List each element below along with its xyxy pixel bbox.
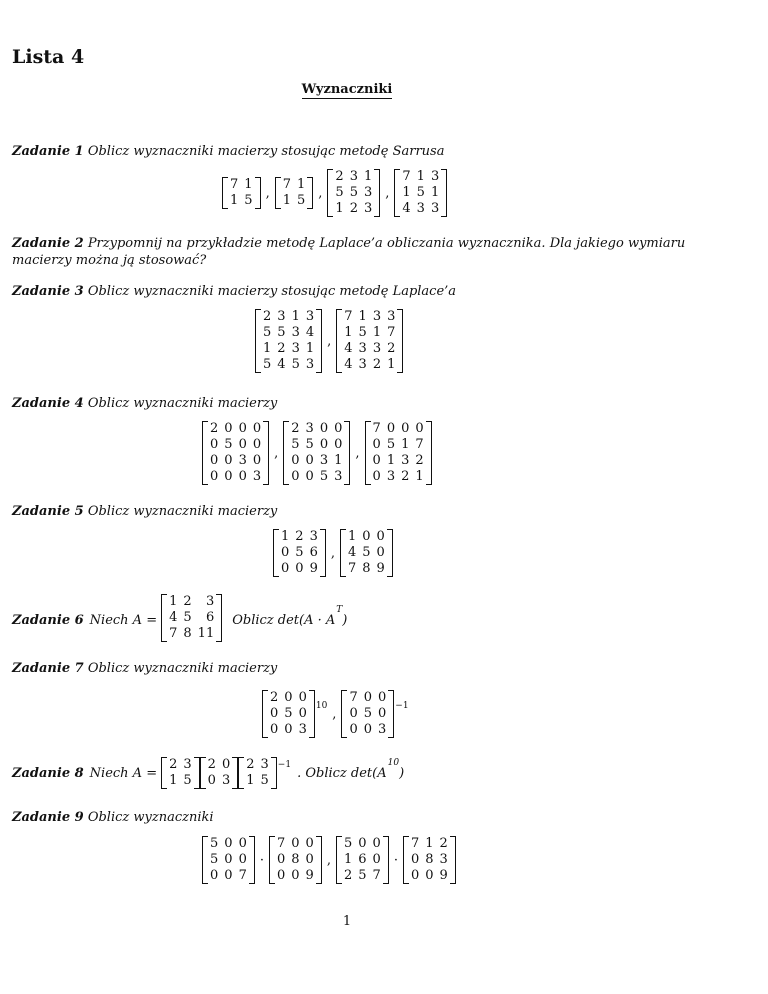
page-number: 1 [342, 914, 352, 929]
matrix-entry: 9 [309, 561, 318, 576]
matrix [327, 169, 380, 217]
matrix-entry: 2 [295, 529, 304, 544]
matrix-entry: 3 [309, 529, 318, 544]
matrix-entry: 7 [415, 437, 424, 452]
matrix-entry: 0 [238, 836, 247, 851]
matrix-entry: 9 [376, 561, 385, 576]
matrix-entry: 3 [305, 357, 315, 372]
task-6-question: Oblicz $\det(A \cdot A^T)$ [232, 604, 348, 628]
matrix [202, 836, 255, 884]
matrix-entry: 1 [281, 529, 290, 544]
matrix-entry: 0 [224, 469, 233, 484]
matrix-entry: 0 [334, 437, 343, 452]
matrix-entry: 7 [169, 626, 178, 641]
matrix [238, 757, 277, 789]
matrix-entry: 5 [263, 325, 272, 340]
matrix [262, 690, 315, 738]
matrix-entry: 4 [402, 201, 411, 216]
matrix-entry: 1 [402, 185, 411, 200]
matrix-entry: 2 [349, 201, 358, 216]
task-1-matrices [222, 169, 447, 217]
matrix-entry: 3 [252, 469, 262, 484]
matrix-entry: 2 [415, 453, 424, 468]
task-8-question: . Oblicz $\det(A^{10})$ [297, 757, 405, 781]
matrix-entry: 0 [291, 868, 300, 883]
matrix-entry: 3 [260, 757, 269, 772]
matrix-entry: 5 [363, 706, 372, 721]
matrix-entry: 1 [430, 185, 440, 200]
matrix-entry: 5 [358, 868, 367, 883]
matrix-entry: 0 [291, 453, 300, 468]
matrix [269, 836, 322, 884]
matrix [283, 421, 350, 485]
matrix-entry: 0 [372, 437, 381, 452]
matrix-entry: 0 [270, 722, 279, 737]
matrix-entry: 3 [277, 309, 286, 324]
matrix-entry: 0 [376, 545, 385, 560]
matrix-entry: 0 [284, 690, 293, 705]
matrix-entry: 2 [335, 169, 344, 184]
matrix-entry: 0 [410, 868, 420, 883]
matrix-entry: 2 [387, 341, 396, 356]
matrix-entry: 0 [252, 453, 262, 468]
matrix-entry: 0 [210, 453, 219, 468]
separator: , [332, 706, 337, 722]
matrix-entry: 0 [291, 469, 300, 484]
matrix-entry: 5 [260, 773, 269, 788]
matrix-entry: 1 [335, 201, 344, 216]
matrix-entry: 5 [386, 437, 396, 452]
matrix-entry: 0 [224, 836, 233, 851]
matrix-entry: 5 [305, 437, 314, 452]
matrix-entry: 3 [205, 594, 215, 609]
matrix-entry: 3 [319, 453, 329, 468]
matrix-entry: 1 [291, 309, 300, 324]
task-6-matrix [161, 594, 222, 646]
matrix [202, 421, 269, 485]
matrix-entry: 0 [298, 690, 307, 705]
matrix-entry: 2 [401, 469, 410, 484]
matrix-entry: 4 [277, 357, 286, 372]
matrix-entry: 8 [291, 852, 300, 867]
separator: , [265, 185, 270, 201]
matrix [336, 836, 389, 884]
task-4-matrices [202, 421, 432, 485]
matrix-entry: 0 [210, 469, 219, 484]
matrix-entry: 0 [284, 722, 293, 737]
matrix-entry: 3 [358, 357, 367, 372]
matrix-entry: 6 [309, 545, 318, 560]
matrix-entry: 0 [270, 706, 279, 721]
task-8-matrices [161, 757, 291, 789]
task-3: Zadanie 3 Oblicz wyznaczniki macierzy stosując metodę Laplace’a [12, 284, 457, 299]
matrix-entry: 1 [230, 193, 239, 208]
matrix-entry: 0 [305, 852, 314, 867]
matrix-entry: 5 [291, 357, 300, 372]
matrix-entry: 3 [291, 325, 300, 340]
matrix-entry: 5 [210, 852, 219, 867]
matrix-entry: 0 [363, 690, 372, 705]
matrix-entry: 3 [372, 341, 382, 356]
matrix [340, 529, 393, 577]
matrix-entry: 1 [344, 325, 353, 340]
matrix-entry: 0 [362, 529, 371, 544]
matrix-entry: 0 [305, 836, 314, 851]
matrix-entry: 0 [401, 421, 410, 436]
matrix-entry: 3 [401, 453, 410, 468]
task-5: Zadanie 5 Oblicz wyznaczniki macierzy [12, 504, 278, 519]
matrix-entry: 0 [238, 437, 247, 452]
matrix [161, 757, 200, 789]
matrix-entry: 0 [363, 722, 372, 737]
matrix-entry: 2 [207, 757, 216, 772]
task-6: Zadanie 6 Niech A = 1 2 3 4 5 6 7 8 11 Oblicz $\det(A \cdot A^T)$ [12, 594, 347, 646]
matrix-entry: 1 [263, 341, 272, 356]
matrix-entry: 3 [430, 169, 440, 184]
matrix-entry: 6 [358, 852, 367, 867]
matrix-entry: 7 [230, 177, 239, 192]
matrix-entry: 4 [169, 610, 178, 625]
separator: · [393, 852, 398, 868]
matrix-entry: 2 [270, 690, 279, 705]
matrix-entry: 3 [349, 169, 358, 184]
separator: , [330, 545, 335, 561]
matrix-entry: 3 [221, 773, 231, 788]
matrix-entry: 5 [362, 545, 371, 560]
matrix-entry: 0 [281, 561, 290, 576]
matrix-entry: 0 [372, 836, 381, 851]
matrix-entry: 3 [363, 201, 373, 216]
matrix-entry: 5 [210, 836, 219, 851]
matrix-entry: 0 [376, 529, 385, 544]
matrix-entry: 0 [238, 421, 247, 436]
matrix [403, 836, 456, 884]
matrix-entry: 1 [372, 325, 382, 340]
matrix-entry: 2 [291, 421, 300, 436]
matrix-entry: 5 [224, 437, 233, 452]
matrix-entry: 2 [183, 594, 192, 609]
matrix-entry: 5 [343, 836, 353, 851]
matrix-entry: 7 [372, 421, 381, 436]
matrix-entry: 1 [416, 169, 425, 184]
matrix-entry: 4 [344, 357, 353, 372]
matrix-entry: 1 [244, 177, 253, 192]
matrix-entry: 2 [169, 757, 178, 772]
matrix-entry: 2 [263, 309, 272, 324]
matrix-entry: 8 [362, 561, 371, 576]
matrix-entry: 0 [238, 469, 247, 484]
matrix-entry: 1 [343, 852, 353, 867]
matrix-entry: 2 [210, 421, 219, 436]
matrix-entry: 3 [305, 309, 315, 324]
matrix-entry: 5 [244, 193, 253, 208]
matrix-entry: 7 [347, 561, 357, 576]
matrix-entry: 0 [252, 421, 262, 436]
matrix-entry: 2 [343, 868, 353, 883]
matrix [336, 309, 403, 373]
matrix-entry: 5 [349, 185, 358, 200]
matrix [161, 594, 222, 642]
matrix-entry: 0 [291, 836, 300, 851]
matrix-entry: 3 [298, 722, 307, 737]
matrix-entry: 5 [291, 437, 300, 452]
matrix-entry: 7 [349, 690, 358, 705]
matrix-entry: 0 [298, 706, 307, 721]
matrix-entry: 0 [378, 706, 387, 721]
matrix-entry: 0 [207, 773, 216, 788]
matrix [200, 757, 239, 789]
matrix-entry: 0 [415, 421, 424, 436]
task-5-matrices [273, 529, 393, 577]
matrix-entry: 1 [169, 594, 178, 609]
matrix-entry: 5 [263, 357, 272, 372]
matrix-entry: 1 [387, 357, 396, 372]
matrix-entry: 5 [335, 185, 344, 200]
matrix-entry: 0 [305, 469, 314, 484]
matrix-entry: 0 [372, 453, 381, 468]
matrix-entry: 7 [372, 868, 381, 883]
separator: , [318, 185, 323, 201]
task-7-matrices [262, 690, 409, 738]
matrix-entry: 1 [401, 437, 410, 452]
matrix-entry: 1 [169, 773, 178, 788]
matrix-entry: 8 [183, 626, 192, 641]
matrix-entry: 1 [347, 529, 357, 544]
matrix-entry: 1 [296, 177, 306, 192]
matrix-entry: 7 [238, 868, 247, 883]
matrix-entry: 0 [319, 437, 329, 452]
task-2: Zadanie 2 Przypomnij na przykładzie metodę Laplace’a obliczania wyznacznika. Dla jakiego wymiaru macierzy można ją stosować? [12, 236, 686, 268]
matrix-entry: 0 [238, 852, 247, 867]
matrix-entry: 3 [334, 469, 343, 484]
separator: , [326, 852, 331, 868]
matrix-entry: 0 [224, 868, 233, 883]
page-title: Lista 4 [12, 46, 85, 68]
matrix-entry: 3 [378, 722, 387, 737]
task-3-matrices [255, 309, 403, 373]
matrix-entry: 2 [439, 836, 448, 851]
separator: , [385, 185, 390, 201]
matrix-entry: 1 [246, 773, 255, 788]
matrix-entry: 5 [183, 773, 192, 788]
matrix [255, 309, 322, 373]
matrix [275, 177, 314, 209]
matrix-entry: 1 [363, 169, 373, 184]
matrix-entry: 0 [334, 421, 343, 436]
matrix-entry: 5 [296, 193, 306, 208]
separator: · [259, 852, 264, 868]
matrix-entry: 7 [410, 836, 420, 851]
matrix-entry: 7 [344, 309, 353, 324]
matrix-entry: 0 [224, 453, 233, 468]
exponent: 10 [315, 701, 328, 711]
matrix-entry: 0 [349, 722, 358, 737]
task-9-matrices [202, 836, 456, 884]
matrix-entry: 0 [372, 469, 381, 484]
matrix [273, 529, 326, 577]
matrix-entry: 5 [358, 325, 367, 340]
matrix-entry: 1 [425, 836, 434, 851]
matrix-entry: 0 [224, 421, 233, 436]
matrix-entry: 3 [363, 185, 373, 200]
matrix [222, 177, 261, 209]
matrix-entry: 1 [386, 453, 396, 468]
exponent: −1 [277, 760, 292, 770]
matrix-entry: 5 [277, 325, 286, 340]
matrix-entry: 0 [349, 706, 358, 721]
matrix [365, 421, 432, 485]
matrix-entry: 0 [210, 868, 219, 883]
matrix-entry: 0 [276, 868, 286, 883]
matrix [341, 690, 394, 738]
matrix-entry: 6 [205, 610, 215, 625]
task-4: Zadanie 4 Oblicz wyznaczniki macierzy [12, 396, 278, 411]
matrix-entry: 2 [277, 341, 286, 356]
task-8: Zadanie 8 Niech A = 2 3 1 5 2 0 0 3 2 3 1 5 −1 . Oblicz $\det(A^{10})$ [12, 757, 405, 788]
matrix-entry: 3 [305, 421, 314, 436]
matrix-entry: 3 [372, 309, 382, 324]
matrix-entry: 0 [252, 437, 262, 452]
matrix-entry: 0 [295, 561, 304, 576]
matrix-entry: 1 [415, 469, 424, 484]
matrix-entry: 0 [224, 852, 233, 867]
matrix-entry: 4 [347, 545, 357, 560]
matrix-entry: 5 [284, 706, 293, 721]
matrix-entry: 4 [305, 325, 315, 340]
matrix-entry: 3 [387, 309, 396, 324]
matrix-entry: 5 [295, 545, 304, 560]
matrix-entry: 3 [430, 201, 440, 216]
matrix-entry: 7 [402, 169, 411, 184]
matrix-entry: 0 [410, 852, 420, 867]
matrix-entry: 1 [305, 341, 315, 356]
matrix-entry: 3 [416, 201, 425, 216]
matrix [394, 169, 447, 217]
matrix-entry: 3 [439, 852, 448, 867]
matrix-entry: 3 [238, 453, 247, 468]
matrix-entry: 4 [344, 341, 353, 356]
matrix-entry: 0 [386, 421, 396, 436]
matrix-entry: 0 [281, 545, 290, 560]
matrix-entry: 9 [439, 868, 448, 883]
matrix-entry: 0 [372, 852, 381, 867]
separator: , [327, 333, 332, 349]
matrix-entry: 2 [246, 757, 255, 772]
matrix-entry: 0 [210, 437, 219, 452]
matrix-entry: 2 [372, 357, 382, 372]
matrix-entry: 0 [358, 836, 367, 851]
matrix-entry: 5 [319, 469, 329, 484]
matrix-entry: 7 [276, 836, 286, 851]
matrix-entry: 5 [416, 185, 425, 200]
matrix-entry: 0 [425, 868, 434, 883]
exponent: −1 [395, 701, 409, 711]
task-9: Zadanie 9 Oblicz wyznaczniki [12, 810, 214, 825]
task-7: Zadanie 7 Oblicz wyznaczniki macierzy [12, 661, 278, 676]
matrix-entry: 0 [276, 852, 286, 867]
matrix-entry: 3 [358, 341, 367, 356]
matrix-entry: 9 [305, 868, 314, 883]
matrix-entry: 0 [378, 690, 387, 705]
matrix-entry: 0 [221, 757, 231, 772]
matrix-entry: 0 [305, 453, 314, 468]
matrix-entry: 1 [358, 309, 367, 324]
separator: , [355, 445, 360, 461]
matrix-entry: 1 [334, 453, 343, 468]
matrix-entry: 7 [282, 177, 291, 192]
matrix-entry: 7 [387, 325, 396, 340]
task-1: Zadanie 1 Oblicz wyznaczniki macierzy stosując metodę Sarrusa [12, 144, 445, 159]
matrix-entry: 3 [386, 469, 396, 484]
subtitle: Wyznaczniki [301, 82, 393, 97]
matrix-entry: 8 [425, 852, 434, 867]
matrix-entry: 11 [197, 626, 215, 641]
matrix-entry: 1 [282, 193, 291, 208]
matrix-entry: 3 [291, 341, 300, 356]
matrix-entry: 3 [183, 757, 192, 772]
matrix-entry: 0 [319, 421, 329, 436]
matrix-entry: 5 [183, 610, 192, 625]
separator: , [274, 445, 279, 461]
